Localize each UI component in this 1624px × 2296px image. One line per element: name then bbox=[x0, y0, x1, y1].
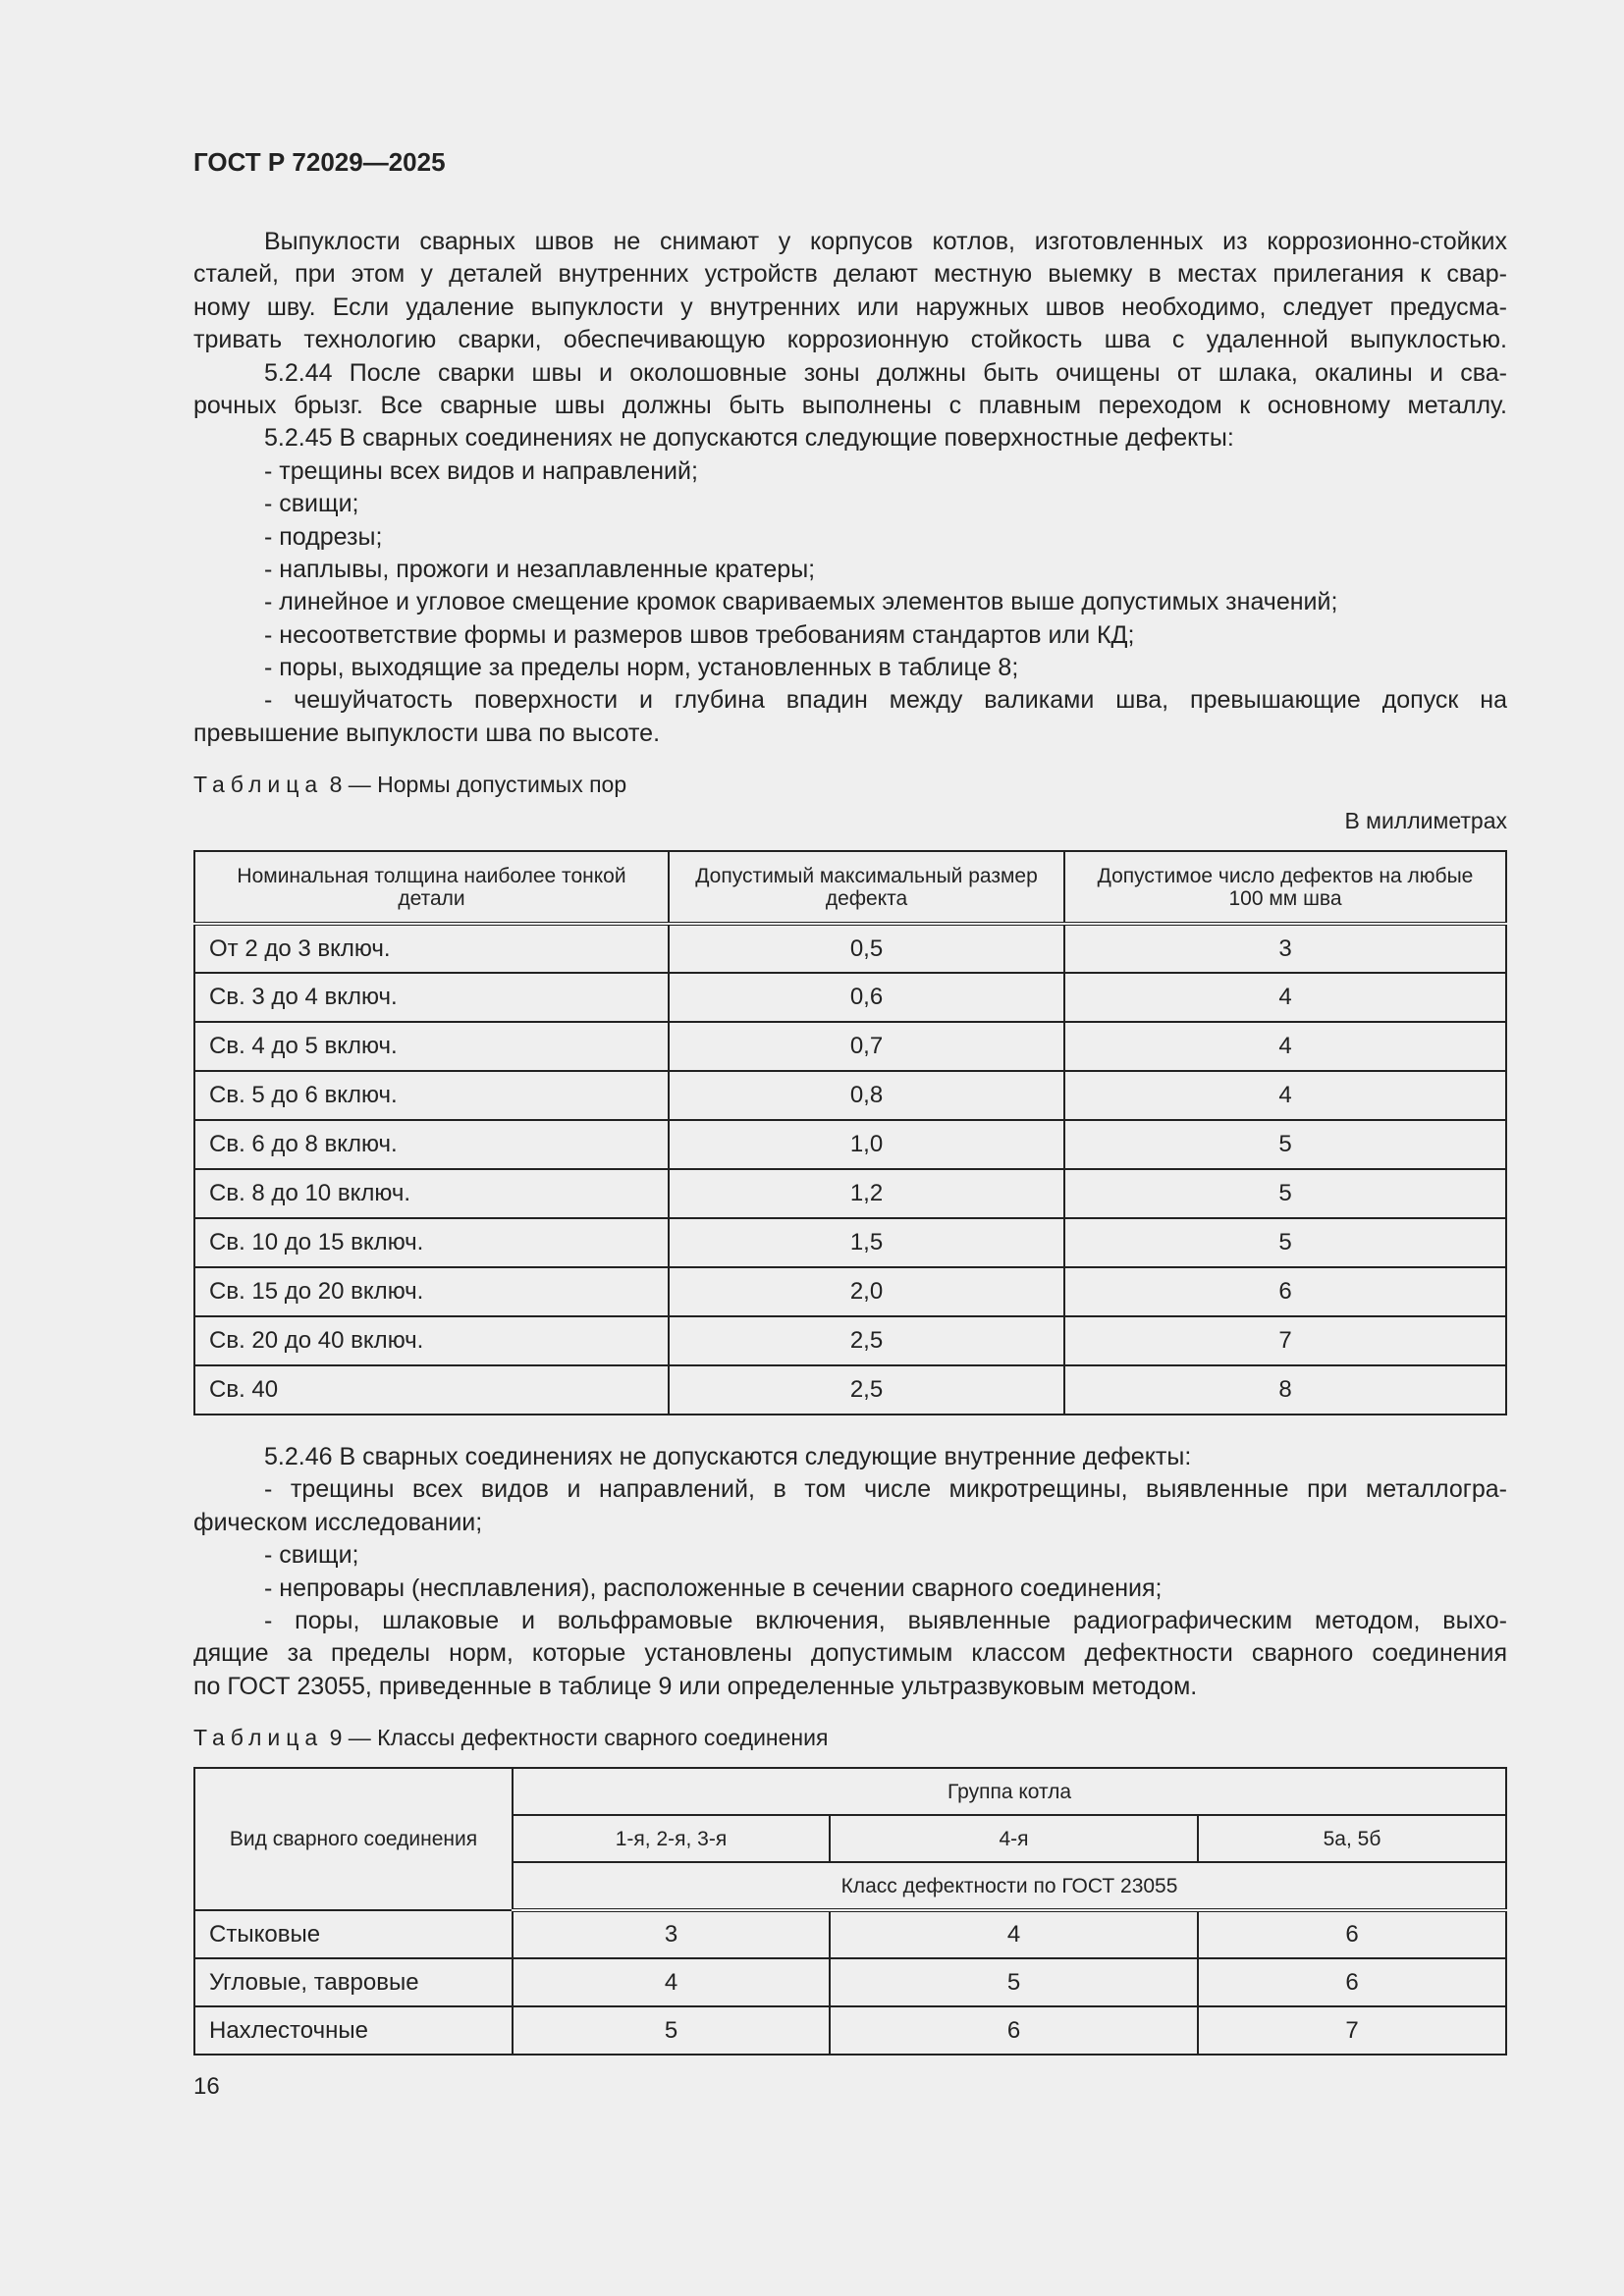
table-cell: 6 bbox=[1198, 1958, 1506, 2006]
table-row bbox=[194, 1169, 1506, 1218]
caption-word: Таблица bbox=[193, 1725, 324, 1750]
table-cell: Св. 8 до 10 включ. bbox=[194, 1169, 669, 1218]
text-line: Выпуклости сварных швов не снимают у корпусов котлов, изготовленных из коррозионно-стойких bbox=[264, 228, 1507, 255]
table-row bbox=[194, 1022, 1506, 1071]
table-cell: 4 bbox=[1064, 1071, 1506, 1120]
table-9 bbox=[193, 1767, 1507, 2056]
table-cell: 4 bbox=[1064, 973, 1506, 1022]
table-cell: 5 bbox=[1064, 1120, 1506, 1169]
table-cell: 2,5 bbox=[669, 1316, 1064, 1365]
text-line: - свищи; bbox=[264, 1541, 359, 1570]
body-text-section-2 bbox=[193, 1441, 1507, 1703]
table-cell: 0,5 bbox=[669, 924, 1064, 973]
table-cell: 2,0 bbox=[669, 1267, 1064, 1316]
table-cell: Св. 10 до 15 включ. bbox=[194, 1218, 669, 1267]
text-line: - несоответствие формы и размеров швов требованиям стандартов или КД; bbox=[264, 620, 1135, 649]
table-8-header: Допустимый максимальный размер дефекта bbox=[669, 851, 1064, 924]
table-cell: Св. 20 до 40 включ. bbox=[194, 1316, 669, 1365]
text-line: ному шву. Если удаление выпуклости у внутренних или наружных швов необходимо, следует предусма- bbox=[193, 293, 1507, 321]
table-cell: 3 bbox=[513, 1910, 830, 1958]
table-cell: 5 bbox=[513, 2006, 830, 2055]
table-9-group: 5а, 5б bbox=[1198, 1815, 1506, 1862]
table-cell: 8 bbox=[1064, 1365, 1506, 1415]
text-line: превышение выпуклости шва по высоте. bbox=[193, 719, 661, 747]
body-text-section-1 bbox=[193, 226, 1507, 750]
table-row bbox=[194, 1071, 1506, 1120]
table-cell: 0,8 bbox=[669, 1071, 1064, 1120]
table-cell: 7 bbox=[1064, 1316, 1506, 1365]
table-cell: 7 bbox=[1198, 2006, 1506, 2055]
text-line: - наплывы, прожоги и незаплавленные кратеры; bbox=[264, 555, 816, 583]
table-row bbox=[194, 1910, 1506, 1958]
table-cell: От 2 до 3 включ. bbox=[194, 924, 669, 973]
document-header: ГОСТ Р 72029—2025 bbox=[193, 147, 446, 177]
table-cell: Св. 3 до 4 включ. bbox=[194, 973, 669, 1022]
table-9-group: 1-я, 2-я, 3-я bbox=[513, 1815, 830, 1862]
table-cell: 5 bbox=[1064, 1218, 1506, 1267]
text-line: сталей, при этом у деталей внутренних устройств делают местную выемку в местах прилегания к свар- bbox=[193, 260, 1507, 289]
table-row bbox=[194, 973, 1506, 1022]
table-9-class-label: Класс дефектности по ГОСТ 23055 bbox=[513, 1862, 1506, 1910]
page-number: 16 bbox=[193, 2073, 220, 2100]
text-line: 5.2.44 После сварки швы и околошовные зоны должны быть очищены от шлака, окалины и сва- bbox=[264, 358, 1507, 387]
table-cell: 0,7 bbox=[669, 1022, 1064, 1071]
text-line: тривать технологию сварки, обеспечивающую коррозионную стойкость шва с удаленной выпуклостью. bbox=[193, 326, 1507, 354]
table-cell: 6 bbox=[830, 2006, 1198, 2055]
text-line: - трещины всех видов и направлений, в том числе микротрещины, выявленные при металлогра- bbox=[264, 1475, 1507, 1504]
table-row bbox=[194, 1316, 1506, 1365]
table-cell: Св. 5 до 6 включ. bbox=[194, 1071, 669, 1120]
table-8-unit: В миллиметрах bbox=[1344, 808, 1507, 833]
text-line: 5.2.46 В сварных соединениях не допускаются следующие внутренние дефекты: bbox=[264, 1443, 1192, 1470]
table-cell: 4 bbox=[830, 1910, 1198, 1958]
text-line: фическом исследовании; bbox=[193, 1508, 483, 1536]
table-cell: 4 bbox=[513, 1958, 830, 2006]
table-9-group: 4-я bbox=[830, 1815, 1198, 1862]
table-cell: Св. 4 до 5 включ. bbox=[194, 1022, 669, 1071]
table-row bbox=[194, 1267, 1506, 1316]
text-line: - свищи; bbox=[264, 490, 359, 518]
table-cell: 5 bbox=[1064, 1169, 1506, 1218]
table-8-header: Номинальная толщина наиболее тонкой детали bbox=[194, 851, 669, 924]
text-line: - поры, шлаковые и вольфрамовые включения, выявленные радиографическим методом, выхо- bbox=[264, 1606, 1507, 1634]
table-cell: 5 bbox=[830, 1958, 1198, 2006]
table-row bbox=[194, 2006, 1506, 2055]
text-line: - поры, выходящие за пределы норм, установленных в таблице 8; bbox=[264, 654, 1019, 682]
table-9-header: Вид сварного соединения bbox=[194, 1768, 513, 1910]
table-cell: 4 bbox=[1064, 1022, 1506, 1071]
table-cell: Св. 15 до 20 включ. bbox=[194, 1267, 669, 1316]
table-cell: Нахлесточные bbox=[194, 2006, 513, 2055]
table-cell: Стыковые bbox=[194, 1910, 513, 1958]
text-line: дящие за пределы норм, которые установлены допустимым классом дефектности сварного соединения bbox=[193, 1639, 1507, 1668]
text-line: - трещины всех видов и направлений; bbox=[264, 456, 698, 485]
table-row bbox=[194, 1958, 1506, 2006]
table-row bbox=[194, 924, 1506, 973]
table-cell: 6 bbox=[1198, 1910, 1506, 1958]
table-cell: Угловые, тавровые bbox=[194, 1958, 513, 2006]
text-line: - чешуйчатость поверхности и глубина впадин между валиками шва, превышающие допуск на bbox=[264, 686, 1507, 715]
table-9-group-header: Группа котла bbox=[513, 1768, 1506, 1815]
table-cell: 6 bbox=[1064, 1267, 1506, 1316]
text-line: по ГОСТ 23055, приведенные в таблице 9 или определенные ультразвуковым методом. bbox=[193, 1672, 1198, 1700]
table-row bbox=[194, 1365, 1506, 1415]
table-8-header: Допустимое число дефектов на любые 100 мм шва bbox=[1064, 851, 1506, 924]
text-line: - подрезы; bbox=[264, 522, 383, 551]
table-cell: 3 bbox=[1064, 924, 1506, 973]
caption-title: 8 — Нормы допустимых пор bbox=[329, 772, 627, 797]
text-line: - непровары (несплавления), расположенные в сечении сварного соединения; bbox=[264, 1574, 1163, 1602]
table-cell: Св. 40 bbox=[194, 1365, 669, 1415]
table-8-caption bbox=[193, 772, 626, 798]
table-9-caption bbox=[193, 1725, 828, 1751]
table-cell: 1,0 bbox=[669, 1120, 1064, 1169]
table-cell: Св. 6 до 8 включ. bbox=[194, 1120, 669, 1169]
text-line: - линейное и угловое смещение кромок свариваемых элементов выше допустимых значений; bbox=[264, 588, 1338, 616]
caption-word: Таблица bbox=[193, 772, 324, 797]
table-cell: 0,6 bbox=[669, 973, 1064, 1022]
table-8 bbox=[193, 850, 1507, 1415]
text-line: рочных брызг. Все сварные швы должны быть выполнены с плавным переходом к основному металлу. bbox=[193, 391, 1507, 419]
caption-title: 9 — Классы дефектности сварного соединения bbox=[329, 1725, 829, 1750]
text-line: 5.2.45 В сварных соединениях не допускаются следующие поверхностные дефекты: bbox=[264, 424, 1234, 453]
table-cell: 2,5 bbox=[669, 1365, 1064, 1415]
table-cell: 1,5 bbox=[669, 1218, 1064, 1267]
table-cell: 1,2 bbox=[669, 1169, 1064, 1218]
table-row bbox=[194, 1218, 1506, 1267]
table-row bbox=[194, 1120, 1506, 1169]
